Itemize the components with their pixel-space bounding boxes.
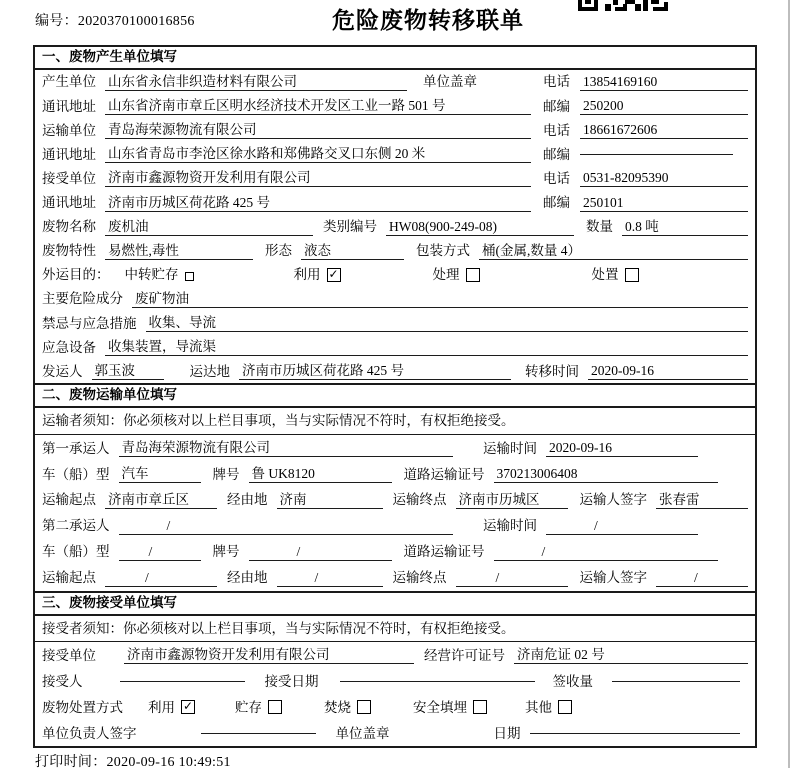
terminus-value: 济南市历城区 <box>456 491 568 509</box>
option-label: 其他 <box>525 699 552 715</box>
date-label: 日期 <box>493 725 521 741</box>
doc-number-value: 2020370100016856 <box>77 14 195 29</box>
carrier-signature-label: 运输人签字 <box>579 492 647 508</box>
carrier-signature-label: 运输人签字 <box>579 570 647 586</box>
terminus-value: / <box>456 569 568 587</box>
option-label: 利用 <box>148 699 175 715</box>
print-time <box>35 751 231 768</box>
phone-group <box>543 169 748 187</box>
option-label: 处理 <box>432 267 460 283</box>
quantity-value: 0.8 吨 <box>622 218 748 236</box>
route2-row <box>35 565 755 591</box>
origin-label: 运输起点 <box>42 570 96 586</box>
category-label: 类别编号 <box>323 219 377 235</box>
destination-value: 济南市历城区荷花路 425 号 <box>239 362 511 380</box>
carrier1-row <box>35 435 755 461</box>
via-label: 经由地 <box>227 492 268 508</box>
transfer-time-label: 转移时间 <box>525 363 579 379</box>
route1-row <box>35 487 755 513</box>
checkbox-icon <box>466 268 480 282</box>
disposal-option-use <box>148 699 195 716</box>
unit-seal-label: 单位盖章 <box>423 74 477 90</box>
transporter-notice: 运输者须知：你必须核对以上栏目事项，当与实际情况不符时，有权拒绝接受。 <box>35 408 755 435</box>
date-value <box>530 733 741 734</box>
transfer-time-value: 2020-09-16 <box>588 362 748 380</box>
disposal-option-landfill <box>413 699 487 716</box>
receive-person-value <box>120 681 245 682</box>
option-label: 处置 <box>591 267 619 283</box>
second-carrier-label: 第二承运人 <box>42 518 110 534</box>
disposal-option-store <box>235 699 282 716</box>
address-label: 通讯地址 <box>42 195 96 211</box>
origin-label: 运输起点 <box>42 492 96 508</box>
transport-time-value: / <box>546 517 698 535</box>
zip-label: 邮编 <box>543 146 570 162</box>
print-time-value: 2020-09-16 10:49:51 <box>106 755 231 768</box>
shipper-label: 发运人 <box>42 363 83 379</box>
first-carrier-value: 青岛海荣源物流有限公司 <box>119 439 454 457</box>
form-value: 液态 <box>301 242 404 260</box>
checkbox-icon <box>558 700 572 714</box>
receive-unit-value: 济南市鑫源物资开发利用有限公司 <box>124 646 414 664</box>
receive-date-value <box>340 681 535 682</box>
producer-row <box>35 70 755 94</box>
checkbox-icon <box>625 268 639 282</box>
carrier-signature-value: / <box>656 569 748 587</box>
equipment-row <box>35 335 755 359</box>
waste-name-label: 废物名称 <box>42 219 96 235</box>
address-value: 山东省济南市章丘区明水经济技术开发区工业一路 501 号 <box>105 97 531 115</box>
receiver-value: 济南市鑫源物资开发利用有限公司 <box>105 169 531 187</box>
transfer-purpose-row <box>35 263 755 287</box>
phone-value: 13854169160 <box>580 73 748 91</box>
scan-page-edge <box>788 0 790 768</box>
vehicle2-row <box>35 539 755 565</box>
via-value: 济南 <box>277 491 383 509</box>
disposal-method-label: 废物处置方式 <box>42 699 123 715</box>
packing-value: 桶(金属,数量 4） <box>479 242 748 260</box>
zip-label: 邮编 <box>543 195 570 211</box>
address1-row <box>35 94 755 118</box>
via-value: / <box>277 569 383 587</box>
address-value: 济南市历城区荷花路 425 号 <box>105 194 531 212</box>
received-amount-label: 签收量 <box>552 673 593 689</box>
section3-header: 三、废物接受单位填写 <box>35 591 755 616</box>
option-label: 贮存 <box>235 699 262 715</box>
plate-label: 牌号 <box>212 544 240 560</box>
option-label: 安全填埋 <box>413 699 467 715</box>
receiver-row <box>35 166 755 190</box>
hazard-label: 主要危险成分 <box>42 291 123 307</box>
transporter-label: 运输单位 <box>42 122 96 138</box>
waste-name-value: 废机油 <box>105 218 313 236</box>
received-amount-value <box>612 681 740 682</box>
checkbox-checked-icon: ✓ <box>328 267 339 281</box>
receive-unit-label: 接受单位 <box>42 647 96 663</box>
road-permit-label: 道路运输证号 <box>403 466 485 482</box>
purpose-option-dispose <box>592 266 639 283</box>
option-label: 中转贮存 <box>124 267 179 283</box>
section2-header: 二、废物运输单位填写 <box>35 383 755 408</box>
doc-number-label: 编号： <box>35 14 78 29</box>
receiver-notice: 接受者须知：你必须核对以上栏目事项，当与实际情况不符时，有权拒绝接受。 <box>35 616 755 643</box>
producer-value: 山东省永信非织造材料有限公司 <box>105 73 407 91</box>
terminus-label: 运输终点 <box>392 492 447 508</box>
character-label: 废物特性 <box>42 243 96 259</box>
transport-time-label: 运输时间 <box>483 518 537 534</box>
print-time-label: 打印时间： <box>35 755 107 768</box>
zip-value: 250200 <box>580 97 748 115</box>
page-title: 危险废物转移联单 <box>332 8 524 33</box>
option-label: 利用 <box>293 267 321 283</box>
phone-label: 电话 <box>543 122 570 138</box>
manifest-form <box>33 45 757 748</box>
taboo-row <box>35 311 755 335</box>
via-label: 经由地 <box>227 570 268 586</box>
phone-group <box>543 73 748 91</box>
carrier2-row <box>35 513 755 539</box>
zip-value: 250101 <box>580 194 748 212</box>
transporter-row <box>35 118 755 142</box>
responsible-signature-label: 单位负责人签字 <box>42 725 137 741</box>
vehicle-type-label: 车（船）型 <box>42 544 110 560</box>
purpose-label: 外运目的： <box>42 267 110 283</box>
waste-character-row <box>35 239 755 263</box>
packing-label: 包装方式 <box>416 243 470 259</box>
section1-header: 一、废物产生单位填写 <box>35 47 755 70</box>
transport-time-label: 运输时间 <box>483 440 537 456</box>
taboo-value: 收集、导流 <box>146 314 749 332</box>
equipment-label: 应急设备 <box>42 339 96 355</box>
hazard-value: 废矿物油 <box>132 290 748 308</box>
zip-group <box>543 97 748 115</box>
road-permit-value: / <box>494 543 719 561</box>
option-label: 焚烧 <box>324 699 351 715</box>
purpose-option-treat <box>433 266 480 283</box>
road-permit-label: 道路运输证号 <box>403 544 485 560</box>
producer-label: 产生单位 <box>42 74 96 90</box>
carrier-signature-value: 张春雷 <box>656 491 748 509</box>
checkbox-checked-icon: ✓ <box>182 700 194 714</box>
receive-unit-row <box>35 642 755 668</box>
plate-label: 牌号 <box>212 466 240 482</box>
zip-group <box>543 146 748 163</box>
destination-label: 运达地 <box>189 363 230 379</box>
vehicle-type-value: / <box>119 543 201 561</box>
receive-person-label: 接受人 <box>42 673 83 689</box>
receive-date-label: 接受日期 <box>264 673 319 689</box>
signature-row <box>35 720 755 746</box>
receive-person-row <box>35 668 755 694</box>
qr-code-fragment <box>578 0 668 11</box>
plate-value: 鲁 UK8120 <box>249 465 392 483</box>
zip-label: 邮编 <box>543 98 570 114</box>
vehicle1-row <box>35 461 755 487</box>
character-value: 易燃性,毒性 <box>105 242 253 260</box>
origin-value: 济南市章丘区 <box>105 491 217 509</box>
quantity-label: 数量 <box>586 219 613 235</box>
disposal-option-incinerate <box>324 699 371 716</box>
phone-group <box>543 121 748 139</box>
form-label: 形态 <box>265 243 292 259</box>
purpose-option-use <box>294 266 341 283</box>
first-carrier-label: 第一承运人 <box>42 440 110 456</box>
checkbox-icon <box>357 700 371 714</box>
address-label: 通讯地址 <box>42 98 96 114</box>
license-value: 济南危证 02 号 <box>514 646 748 664</box>
phone-value: 0531-82095390 <box>580 169 748 187</box>
category-value: HW08(900-249-08) <box>386 218 574 236</box>
responsible-signature-value <box>201 733 316 734</box>
address2-row <box>35 142 755 166</box>
phone-label: 电话 <box>543 74 570 90</box>
zip-value <box>580 154 733 155</box>
checkbox-icon <box>473 700 487 714</box>
shipper-row <box>35 359 755 383</box>
transporter-value: 青岛海荣源物流有限公司 <box>105 121 531 139</box>
road-permit-value: 370213006408 <box>494 465 719 483</box>
disposal-row <box>35 694 755 720</box>
disposal-option-other <box>525 699 572 716</box>
address3-row <box>35 190 755 214</box>
equipment-value: 收集装置，导流渠 <box>105 338 748 356</box>
address-label: 通讯地址 <box>42 146 96 162</box>
shipper-value: 郭玉波 <box>92 362 164 380</box>
hazard-row <box>35 287 755 311</box>
transport-time-value: 2020-09-16 <box>546 439 698 457</box>
checkbox-icon <box>268 700 282 714</box>
plate-value: / <box>249 543 392 561</box>
purpose-option-transfer <box>125 266 194 283</box>
phone-label: 电话 <box>543 170 570 186</box>
unit-seal-label: 单位盖章 <box>335 725 390 741</box>
origin-value: / <box>105 569 217 587</box>
address-value: 山东省青岛市李沧区徐水路和郑佛路交叉口东侧 20 米 <box>105 145 531 163</box>
vehicle-type-value: 汽车 <box>119 465 201 483</box>
receiver-label: 接受单位 <box>42 170 96 186</box>
zip-group <box>543 194 748 212</box>
taboo-label: 禁忌与应急措施 <box>42 315 137 331</box>
license-label: 经营许可证号 <box>424 647 505 663</box>
checkbox-icon <box>185 272 194 281</box>
terminus-label: 运输终点 <box>392 570 447 586</box>
waste-name-row <box>35 215 755 239</box>
phone-value: 18661672606 <box>580 121 748 139</box>
vehicle-type-label: 车（船）型 <box>42 466 110 482</box>
second-carrier-value: / <box>119 517 454 535</box>
